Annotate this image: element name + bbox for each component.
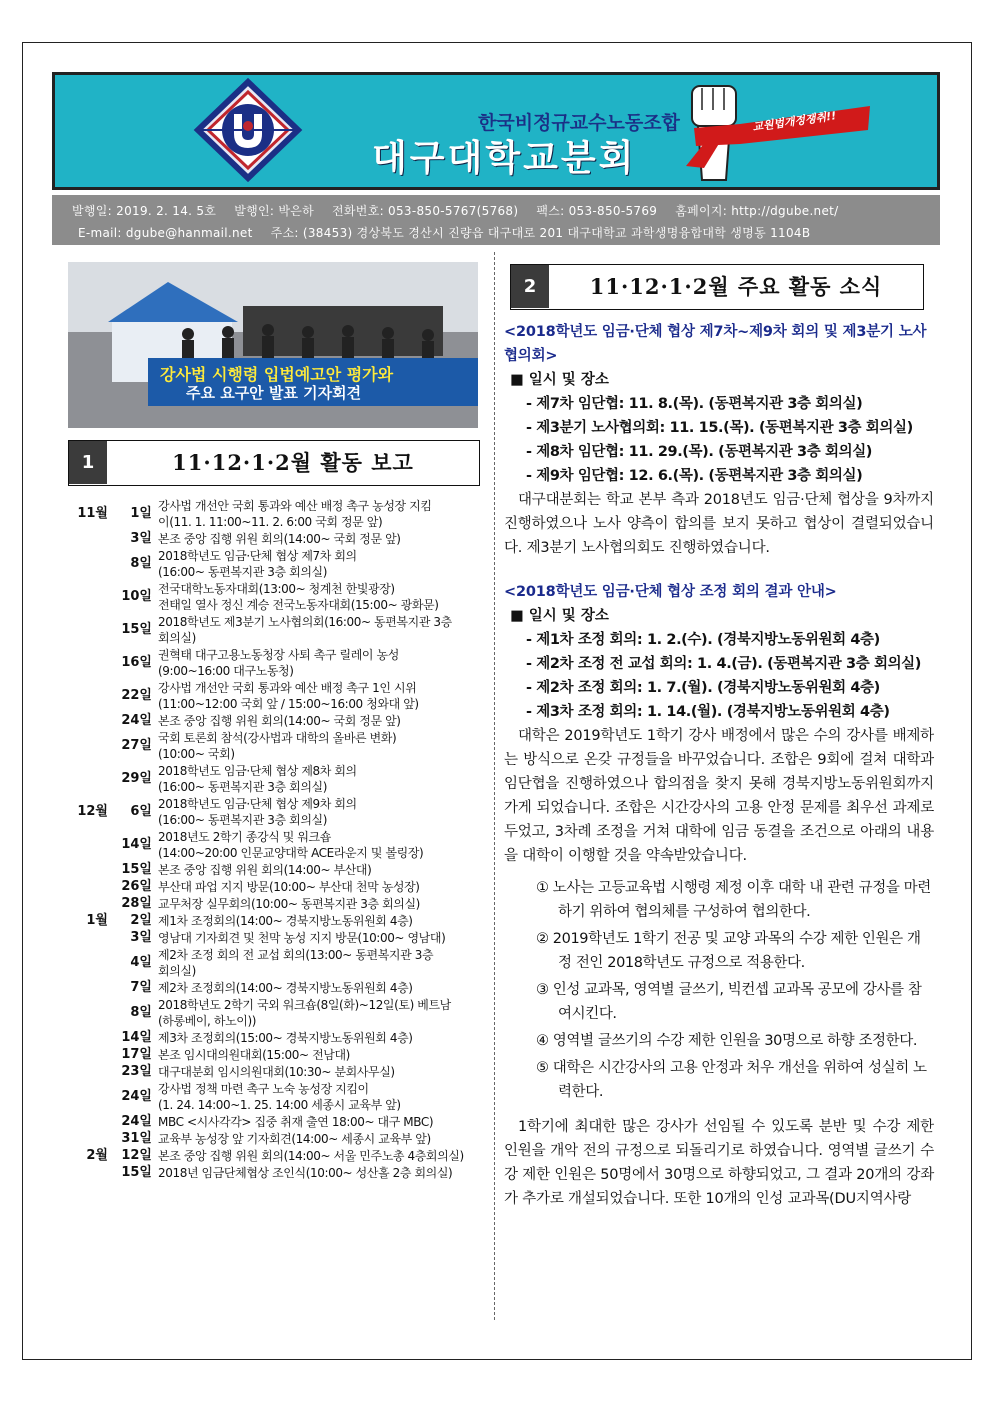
- issue-date: 발행일: 2019. 2. 14. 5호: [72, 204, 217, 218]
- photo-banner-line1: 강사법 시행령 입법예고안 평가와: [160, 365, 394, 384]
- publication-info-bar: [52, 195, 940, 245]
- schedule-day: 7일: [130, 980, 152, 995]
- photo-banner-line2: 주요 요구안 발표 기자회견: [186, 384, 362, 402]
- schedule-row: [68, 614, 480, 646]
- schedule-text-line: 교육부 농성장 앞 기자회견(14:00~ 세종시 교육부 앞): [158, 1132, 431, 1146]
- schedule-row: [68, 680, 480, 712]
- schedule-row: [68, 1165, 480, 1181]
- schedule-text-line: (16:00~ 동편복지관 3층 회의실): [158, 565, 328, 579]
- activity-schedule: [68, 498, 480, 1182]
- branch-title: 대구대학교분회: [372, 138, 637, 179]
- schedule-row: [68, 1148, 480, 1164]
- schedule-day: 10일: [121, 589, 152, 604]
- schedule-day: 23일: [121, 1064, 152, 1079]
- news1-header: <2018학년도 임금·단체 협상 제7차~제9차 회의 및 제3분기 노사협의회>: [504, 324, 927, 364]
- schedule-text-line: 권혁태 대구고용노동청장 사퇴 촉구 릴레이 농성: [158, 648, 399, 662]
- section2-number: 2: [511, 265, 549, 308]
- schedule-date: [68, 896, 154, 912]
- news2-bullet: ■ 일시 및 장소: [510, 608, 609, 624]
- section1-header: [68, 440, 480, 486]
- schedule-text-line: 제3차 조정회의(15:00~ 경북지방노동위원회 4층): [158, 1031, 413, 1045]
- schedule-month: 1월: [86, 913, 108, 928]
- schedule-text: [154, 1165, 480, 1181]
- section2-title: 11·12·1·2월 주요 활동 소식: [589, 274, 883, 299]
- schedule-text: [154, 647, 480, 679]
- schedule-row: [68, 947, 480, 979]
- schedule-row: [68, 896, 480, 912]
- schedule-text-line: 제1차 조정회의(14:00~ 경북지방노동위원회 4층): [158, 914, 413, 928]
- schedule-date: [68, 879, 154, 895]
- schedule-text-line: 2018년 임금단체협상 조인식(10:00~ 성산홀 2층 회의실): [158, 1166, 453, 1180]
- schedule-day: 4일: [130, 955, 152, 970]
- schedule-day: 24일: [121, 713, 152, 728]
- schedule-text: [154, 531, 480, 547]
- schedule-row: [68, 763, 480, 795]
- schedule-day: 15일: [121, 862, 152, 877]
- schedule-text-line: 강사법 개선안 국회 통과와 예산 배정 촉구 1인 시위: [158, 681, 417, 695]
- schedule-text: [154, 997, 480, 1029]
- schedule-row: [68, 1114, 480, 1130]
- schedule-day: 26일: [121, 879, 152, 894]
- schedule-date: [68, 713, 154, 729]
- schedule-text: [154, 1081, 480, 1113]
- agreement-point: ③ 인성 교과목, 영역별 글쓰기, 빅컨셉 교과목 공모에 강사를 참여시킨다.: [536, 982, 922, 1022]
- schedule-day: 14일: [121, 1030, 152, 1045]
- schedule-text: [154, 1047, 480, 1063]
- schedule-text-line: 본조 중앙 집행 위원 회의(14:00~ 국회 정문 앞): [158, 532, 401, 546]
- schedule-text-line: 본조 임시대의원대회(15:00~ 전남대): [158, 1048, 350, 1062]
- schedule-day: 12일: [121, 1148, 152, 1163]
- schedule-date: [68, 947, 154, 979]
- schedule-text-line: 전국대학노동자대회(13:00~ 청계천 한빛광장): [158, 582, 395, 596]
- news-column: [504, 320, 934, 1211]
- schedule-text: [154, 947, 480, 979]
- schedule-text-line: 국회 토론회 참석(강사법과 대학의 올바른 변화): [158, 731, 397, 745]
- schedule-date: [68, 930, 154, 946]
- news1-item: - 제3분기 노사협의회: 11. 15.(목). (동편복지관 3층 회의실): [526, 420, 913, 436]
- schedule-month: 12월: [77, 804, 108, 819]
- schedule-row: [68, 1030, 480, 1046]
- fax: 팩스: 053-850-5769: [536, 204, 658, 218]
- section1-title: 11·12·1·2월 활동 보고: [172, 450, 414, 475]
- schedule-text-line: 영남대 기자회견 및 천막 농성 지지 방문(10:00~ 영남대): [158, 931, 446, 945]
- schedule-text-line: (1. 24. 14:00~1. 25. 14:00 세종시 교육부 앞): [158, 1098, 401, 1112]
- schedule-date: [68, 1148, 154, 1164]
- schedule-date: [68, 862, 154, 878]
- schedule-text: [154, 913, 480, 929]
- schedule-day: 2일: [130, 913, 152, 928]
- schedule-day: 29일: [121, 771, 152, 786]
- schedule-day: 3일: [130, 531, 152, 546]
- schedule-row: [68, 1131, 480, 1147]
- schedule-day: 6일: [130, 804, 152, 819]
- news1-item: - 제7차 임단협: 11. 8.(목). (동편복지관 3층 회의실): [526, 396, 863, 412]
- union-name: 한국비정규교수노동조합: [478, 112, 680, 134]
- schedule-text-line: 회의실): [158, 631, 196, 645]
- news2-item: - 제1차 조정 회의: 1. 2.(수). (경북지방노동위원회 4층): [526, 632, 880, 648]
- schedule-day: 31일: [121, 1131, 152, 1146]
- schedule-row: [68, 1081, 480, 1113]
- schedule-text: [154, 713, 480, 729]
- section2-header: [510, 264, 924, 310]
- schedule-day: 24일: [121, 1089, 152, 1104]
- schedule-text-line: 제2차 조정 회의 전 교섭 회의(13:00~ 동편복지관 3층: [158, 948, 434, 962]
- news2-header: <2018학년도 임금·단체 협상 조정 회의 결과 안내>: [504, 584, 837, 600]
- ribbon-slogan: 교원법개정쟁취!!: [751, 109, 837, 134]
- schedule-text-line: (14:00~20:00 인문교양대학 ACE라운지 및 볼링장): [158, 846, 424, 860]
- schedule-text-line: (16:00~ 동편복지관 3층 회의실): [158, 813, 328, 827]
- schedule-text: [154, 548, 480, 580]
- schedule-row: [68, 1047, 480, 1063]
- schedule-date: [68, 1131, 154, 1147]
- schedule-text-line: 강사법 정책 마련 촉구 노숙 농성장 지킴이: [158, 1082, 369, 1096]
- schedule-text: [154, 980, 480, 996]
- schedule-row: [68, 498, 480, 530]
- schedule-day: 1일: [130, 506, 152, 521]
- press-conference-photo: [68, 262, 478, 428]
- schedule-text: [154, 1064, 480, 1080]
- schedule-row: [68, 879, 480, 895]
- homepage-link[interactable]: 홈페이지: http://dgube.net/: [675, 204, 839, 218]
- schedule-text-line: 본조 중앙 집행 위원 회의(14:00~ 부산대): [158, 863, 372, 877]
- schedule-text-line: 이(11. 1. 11:00~11. 2. 6:00 국회 정문 앞): [158, 515, 383, 529]
- news2-item: - 제3차 조정 회의: 1. 14.(월). (경북지방노동위원회 4층): [526, 704, 890, 720]
- schedule-day: 22일: [121, 688, 152, 703]
- schedule-month: 2월: [86, 1148, 108, 1163]
- schedule-text-line: (하롱베이, 하노이)): [158, 1014, 257, 1028]
- schedule-date: [68, 730, 154, 762]
- schedule-text-line: 교무처장 실무회의(10:00~ 동편복지관 3층 회의실): [158, 897, 420, 911]
- schedule-text: [154, 730, 480, 762]
- schedule-text: [154, 763, 480, 795]
- email-link[interactable]: E-mail: dgube@hanmail.net: [78, 226, 253, 240]
- schedule-date: [68, 548, 154, 580]
- schedule-date: [68, 647, 154, 679]
- schedule-date: [68, 829, 154, 861]
- schedule-day: 24일: [121, 1114, 152, 1129]
- schedule-text: [154, 796, 480, 828]
- schedule-row: [68, 730, 480, 762]
- schedule-day: 15일: [121, 622, 152, 637]
- schedule-date: [68, 1030, 154, 1046]
- schedule-text-line: (11:00~12:00 국회 앞 / 15:00~16:00 청와대 앞): [158, 697, 419, 711]
- schedule-text: [154, 680, 480, 712]
- union-logo-icon: [192, 78, 304, 182]
- news1-body: 대구대분회는 학교 본부 측과 2018년도 임금·단체 협상을 9차까지 진행하였으나 노사 양측이 합의를 보지 못하고 협상이 결렬되었습니다. 제3분기 노사협의회도 진행하였습니다.: [504, 492, 934, 556]
- address: 주소: (38453) 경상북도 경산시 진량읍 대구대로 201 대구대학교 과학생명융합대학 생명동 1104B: [270, 226, 811, 240]
- agreement-point: ② 2019학년도 1학기 전공 및 교양 과목의 수강 제한 인원은 개정 전인 2018학년도 규정으로 적용한다.: [536, 931, 921, 971]
- schedule-date: [68, 1114, 154, 1130]
- schedule-text: [154, 879, 480, 895]
- schedule-date: [68, 913, 154, 929]
- publisher: 발행인: 박은하: [234, 204, 315, 218]
- schedule-row: [68, 581, 480, 613]
- schedule-day: 14일: [121, 837, 152, 852]
- schedule-text: [154, 1148, 480, 1164]
- schedule-month: 11월: [77, 506, 108, 521]
- schedule-date: [68, 1165, 154, 1181]
- schedule-text: [154, 581, 480, 613]
- schedule-date: [68, 796, 154, 828]
- schedule-text-line: MBC <시사각각> 집중 취재 출연 18:00~ 대구 MBC): [158, 1115, 434, 1129]
- news2-body: 대학은 2019학년도 1학기 강사 배정에서 많은 수의 강사를 배제하는 방식으로 온갖 규정들을 바꾸었습니다. 조합은 9회에 걸쳐 대학과 임단협을 진행하였으나 합의점을 찾지 못해 경북지방노동위원회까지 가게 되었습니다. 조합은 시간강사의 고용 안정 문제를 최우선 과제로 두었고, 3차례 조정을 거쳐 대학에 임금 동결을 조건으로 아래의 내용을 대학이 이행할 것을 약속받았습니다.: [504, 728, 934, 864]
- schedule-date: [68, 1064, 154, 1080]
- schedule-text-line: 2018학년도 임금·단체 협상 제8차 회의: [158, 764, 357, 778]
- schedule-text-line: 부산대 파업 지지 방문(10:00~ 부산대 천막 농성장): [158, 880, 420, 894]
- schedule-text-line: (10:00~ 국회): [158, 747, 235, 761]
- schedule-text-line: 본조 중앙 집행 위원 회의(14:00~ 서울 민주노총 4층회의실): [158, 1149, 464, 1163]
- schedule-text-line: 강사법 개선안 국회 통과와 예산 배정 촉구 농성장 지킴: [158, 499, 432, 513]
- schedule-row: [68, 980, 480, 996]
- schedule-text: [154, 930, 480, 946]
- schedule-text: [154, 1131, 480, 1147]
- schedule-text-line: 전태일 열사 정신 계승 전국노동자대회(15:00~ 광화문): [158, 598, 439, 612]
- agreement-point: ① 노사는 고등교육법 시행령 제정 이후 대학 내 관련 규정을 마련하기 위하여 협의체를 구성하여 협의한다.: [536, 880, 931, 920]
- schedule-day: 8일: [130, 556, 152, 571]
- schedule-row: [68, 796, 480, 828]
- schedule-date: [68, 1081, 154, 1113]
- column-divider: [494, 252, 495, 1320]
- schedule-text-line: 제2차 조정회의(14:00~ 경북지방노동위원회 4층): [158, 981, 413, 995]
- schedule-date: [68, 980, 154, 996]
- schedule-text: [154, 498, 480, 530]
- schedule-date: [68, 763, 154, 795]
- schedule-day: 16일: [121, 655, 152, 670]
- schedule-day: 15일: [121, 1165, 152, 1180]
- schedule-text-line: 2018학년도 임금·단체 협상 제7차 회의: [158, 549, 357, 563]
- news2-closing: 1학기에 최대한 많은 강사가 선임될 수 있도록 분반 및 수강 제한 인원을 개악 전의 규정으로 되돌리기로 하였습니다. 영역별 글쓰기 수강 제한 인원은 50명에서 30명으로 하향되었고, 그 결과 20개의 강좌가 추가로 개설되었습니다. 또한 10개의 인성 교과목(DU지역사랑: [504, 1119, 934, 1207]
- section1-number: 1: [69, 441, 107, 484]
- schedule-date: [68, 531, 154, 547]
- schedule-row: [68, 548, 480, 580]
- schedule-text-line: 대구대분회 임시의원대회(10:30~ 분회사무실): [158, 1065, 395, 1079]
- agreement-point: ④ 영역별 글쓰기의 수강 제한 인원을 30명으로 하향 조정한다.: [536, 1033, 918, 1049]
- agreement-point: ⑤ 대학은 시간강사의 고용 안정과 처우 개선을 위하여 성실히 노력한다.: [536, 1060, 927, 1100]
- news1-bullet: ■ 일시 및 장소: [510, 372, 609, 388]
- schedule-row: [68, 531, 480, 547]
- schedule-row: [68, 1064, 480, 1080]
- schedule-date: [68, 498, 154, 530]
- schedule-text-line: 2018년도 2학기 종강식 및 워크숍: [158, 830, 331, 844]
- schedule-day: 3일: [130, 930, 152, 945]
- schedule-row: [68, 713, 480, 729]
- schedule-day: 27일: [121, 738, 152, 753]
- schedule-text-line: 2018학년도 임금·단체 협상 제9차 회의: [158, 797, 357, 811]
- schedule-row: [68, 647, 480, 679]
- schedule-row: [68, 829, 480, 861]
- schedule-row: [68, 913, 480, 929]
- schedule-day: 17일: [121, 1047, 152, 1062]
- schedule-row: [68, 997, 480, 1029]
- schedule-date: [68, 997, 154, 1029]
- schedule-date: [68, 614, 154, 646]
- schedule-text-line: 회의실): [158, 964, 196, 978]
- news1-item: - 제9차 임단협: 12. 6.(목). (동편복지관 3층 회의실): [526, 468, 863, 484]
- phone: 전화번호: 053-850-5767(5768): [332, 204, 519, 218]
- schedule-text: [154, 1114, 480, 1130]
- schedule-date: [68, 680, 154, 712]
- schedule-row: [68, 930, 480, 946]
- schedule-text: [154, 829, 480, 861]
- schedule-day: 28일: [121, 896, 152, 911]
- schedule-text: [154, 896, 480, 912]
- schedule-text-line: 2018학년도 2학기 국외 워크숍(8일(화)~12일(토) 베트남: [158, 998, 451, 1012]
- news1-item: - 제8차 임단협: 11. 29.(목). (동편복지관 3층 회의실): [526, 444, 873, 460]
- schedule-text: [154, 1030, 480, 1046]
- schedule-text-line: (9:00~16:00 대구노동청): [158, 664, 294, 678]
- news2-item: - 제2차 조정 회의: 1. 7.(월). (경북지방노동위원회 4층): [526, 680, 880, 696]
- news2-item: - 제2차 조정 전 교섭 회의: 1. 4.(금). (동편복지관 3층 회의실): [526, 656, 922, 672]
- schedule-text-line: 본조 중앙 집행 위원 회의(14:00~ 국회 정문 앞): [158, 714, 401, 728]
- schedule-text: [154, 614, 480, 646]
- schedule-row: [68, 862, 480, 878]
- schedule-text-line: 2018학년도 제3분기 노사협의회(16:00~ 동편복지관 3층: [158, 615, 452, 629]
- schedule-day: 8일: [130, 1005, 152, 1020]
- schedule-date: [68, 1047, 154, 1063]
- schedule-text: [154, 862, 480, 878]
- schedule-date: [68, 581, 154, 613]
- schedule-text-line: (16:00~ 동편복지관 3층 회의실): [158, 780, 328, 794]
